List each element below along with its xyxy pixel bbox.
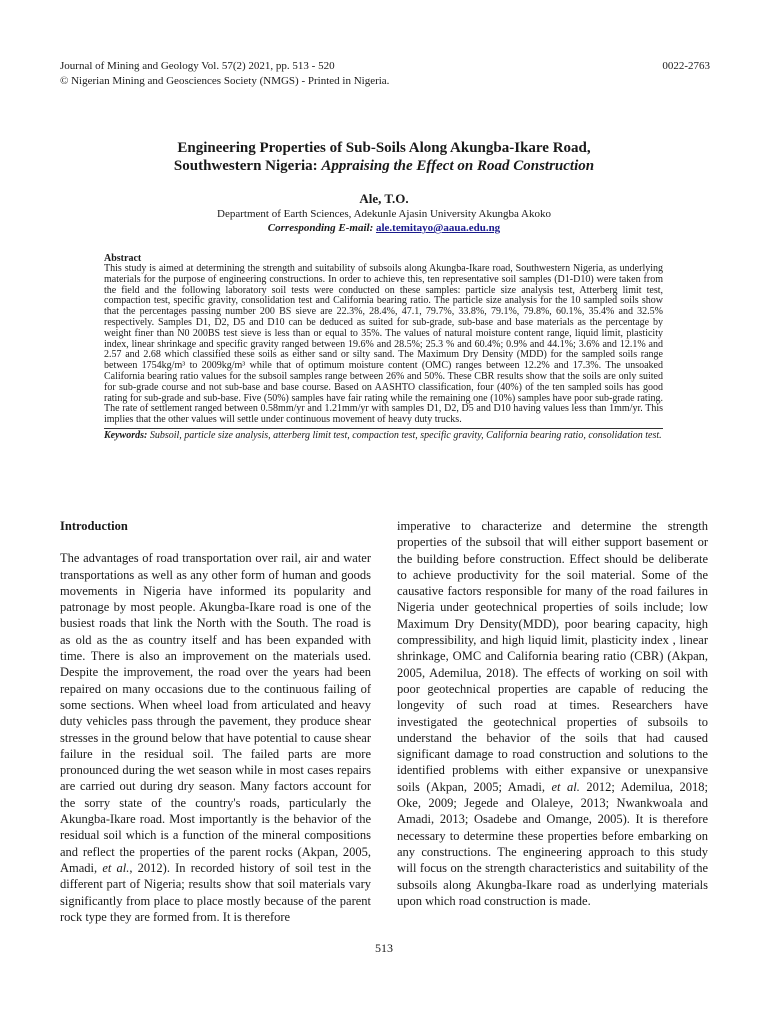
- title-line-1: Engineering Properties of Sub-Soils Along Akungba-Ikare Road,: [177, 140, 591, 156]
- email-label: Corresponding E-mail:: [267, 222, 374, 234]
- left-column: [60, 518, 371, 925]
- corresponding-email: [60, 222, 708, 234]
- affiliation: Department of Earth Sciences, Adekunle Ajasin University Akungba Akoko: [217, 208, 551, 220]
- abstract-heading: Abstract: [104, 253, 142, 264]
- journal-header: [60, 59, 389, 89]
- paper-title: [60, 139, 708, 175]
- title-line-2: [60, 157, 708, 175]
- introduction-paragraph-continued: [397, 518, 708, 909]
- title-line-2-italic: Appraising the Effect on Road Construction: [321, 158, 595, 174]
- intro-left-italic: et al.: [102, 860, 130, 875]
- abstract-text: This study is aimed at determining the strength and suitability of subsoils along Akungba-Ikare road, Southwestern Nigeria, as underlying materials for the purpose of engineering constructions. In order to achieve this, ten representative soil samples (D1-D10) were taken from the field and the following laboratory soil tests were conducted on these samples: particle size analysis test, Atterberg limit test, compaction test, specific gravity, consolidation test and California bearing ratio. The particle size analysis for the 10 sampled soils show that the percentages passing number 200 BS sieve are 22.3%, 28.4%, 47.1, 79.7%, 33.8%, 79.1%, 79.8%, 60.1%, 35.4% and 32.5% respectively. Samples D1, D2, D5 and D10 can be deduced as suited for sub-grade, sub-base and base materials as the percentage by weight finer than N0 200BS test sieve is less than or equal to 35%. The values of natural moisture content range, liquid limit, plasticity index, linear shrinkage and specific gravity ranged between 19.6% and 28.5%; 25.3 % and 60.4%; 0.9% and 44.1%; 3.6% and 12.1% and 2.57 and 2.68 which classified these soils as either sand or silty sand. The Maximum Dry Density (MDD) for the sampled soils range between 1754kg/m³ to 2009kg/m³ while that of optimum moisture content (OMC) ranges between 12.2% and 17.3%. The unsoaked California bearing ratio values for the subsoil samples range between 26% and 50%. These CBR results show that the soils are only suited for sub-grade course and not sub-base and base course. Based on AASHTO classification, four (40%) of the ten sampled soils has good rating for sub-grade and sub-base. Five (50%) samples have fair rating while the remaining one (10%) samples have poor sub-grade rating. The rate of settlement ranged between 0.58mm/yr and 1.21mm/yr with samples D1, D2, D5 and D10 having values less than 1mm/yr. This implies that the other values will settle under continuous movement of heavy duty trucks.: [104, 263, 663, 426]
- keywords-text: Subsoil, particle size analysis, atterberg limit test, compaction test, specific gravity, California bearing ratio, consolidation test.: [149, 429, 662, 441]
- title-line-2-plain: Southwestern Nigeria:: [173, 158, 322, 174]
- issn: 0022-2763: [662, 60, 710, 72]
- intro-right-italic: et al.: [551, 779, 580, 794]
- keywords-label: Keywords:: [104, 429, 148, 441]
- intro-right-text: imperative to characterize and determine the strength properties of the subsoil that will either support basement or the building before construction. Effect should be deliberate to achieve productivity for the soil material. Some of the causative factors responsible for many of the road failures in Nigeria under geotechnical properties of soils include; low Maximum Dry Density(MDD), poor bearing capacity, high compressibility, and high liquid limit, plasticity index , linear shrinkage, OMC and California bearing ratio (CBR) (Akpan, 2005, Ademilua, 2018). The effects of working on soil with poor geotechnical properties are capable of reducing the longevity of such road at times. Researchers have investigated the geotechnical properties of subsoils to understand the behavior of the soils that had caused significant damage to road construction and solutions to the identified problems with either expansive or unexpansive soils (Akpan, 2005; Amadi,: [397, 519, 708, 794]
- introduction-paragraph-1: [60, 550, 371, 925]
- abstract-divider: [104, 428, 663, 429]
- page-number: 513: [375, 941, 393, 955]
- intro-left-text: The advantages of road transportation over rail, air and water transportations as well as any other form of human and goods movements in Nigeria have informed its popularity and patronage by most people. Akungba-Ikare road is one of the busiest roads that link the North with the South. The road is as old as the as country itself and has been expanded with time. There is also an improvement on the materials used. Despite the improvement, the road over the years had been repaired on many occasions due to the continuous failing of some sections. When wheel load from articulated and heavy duty vehicles pass through the pavement, they produce shear stresses in the ground below that have potential to cause shear failure in the residual soil. The failed parts are more pronounced during the wet season while in most cases repairs are carried out during dry season. Many factors account for the sorry state of the country's roads, particularly the Akungba-Ikare road. Most importantly is the behavior of the residual soil which is a function of the mineral compositions and reflect the properties of the parent rocks (Akpan, 2005, Amadi,: [60, 551, 371, 875]
- email-link[interactable]: ale.temitayo@aaua.edu.ng: [375, 222, 501, 234]
- copyright-line: © Nigerian Mining and Geosciences Society (NMGS) - Printed in Nigeria.: [60, 75, 390, 87]
- abstract: [104, 253, 663, 441]
- introduction-heading: Introduction: [60, 519, 128, 533]
- author-name: Ale, T.O.: [359, 191, 409, 206]
- keywords: [104, 430, 663, 441]
- right-column: [397, 518, 708, 909]
- intro-right-text-2: 2012; Ademilua, 2018; Oke, 2009; Jegede and Olaleye, 2013; Nwankwoala and Amadi, 2013; Osadebe and Omange, 2005). It is therefore necessary to determine these properties before embarking on any constructions. The engineering approach to this study will focus on the strength characteristics and suitability of the subsoils along Akungba-Ikare road as underlying materials upon which road construction is made.: [397, 779, 708, 908]
- intro-left-text-2: , 2012). In recorded history of soil test in the different part of Nigeria; results show that soil materials vary significantly from place to place mostly because of the parent rock type they are formed from. It is therefore: [60, 860, 372, 924]
- journal-citation: Journal of Mining and Geology Vol. 57(2) 2021, pp. 513 - 520: [60, 60, 335, 72]
